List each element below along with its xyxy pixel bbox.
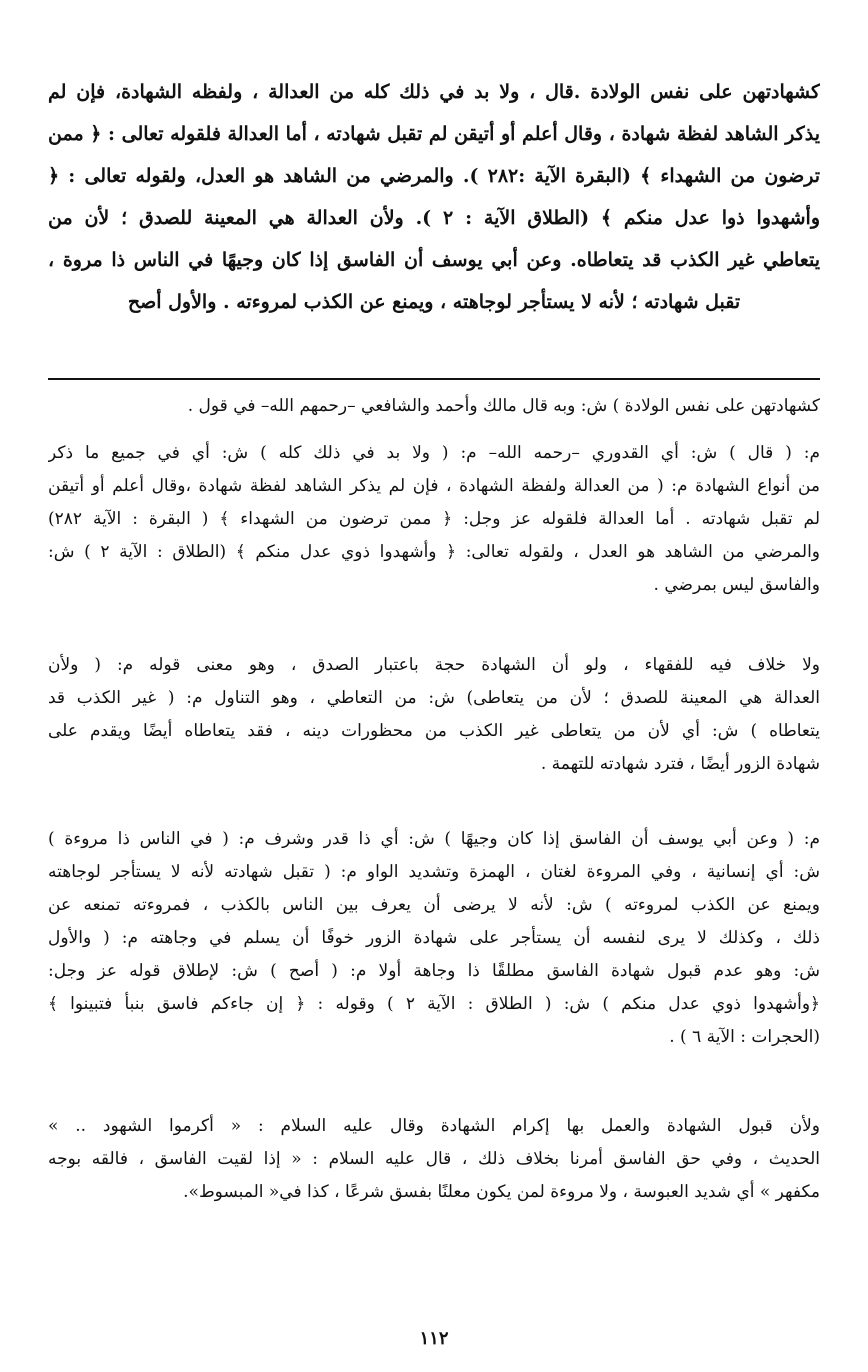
sharh-line: (الحجرات : الآية ٦ ) . [669, 1027, 820, 1047]
sharh-line: ويمنع عن الكذب لمروءته ) ش: لأنه لا يرضى أن يعرف بين الناس بالكذب ، فمروءته تمنعه عن [48, 895, 820, 915]
matn-line: ترضون من الشهداء ﴾ (البقرة الآية :٢٨٢ ). والمرضي من الشاهد هو العدل، ولقوله تعالى : ﴿ [48, 165, 820, 187]
sharh-line: والفاسق ليس بمرضي . [653, 575, 820, 595]
sharh-line: لم تقبل شهادته . أما العدالة فلقوله عز وجل: ﴿ ممن ترضون من الشهداء ﴾ ( البقرة : الآية ٢٨٢) [48, 509, 820, 529]
sharh-line: ﴿وأشهدوا ذوي عدل منكم ) ش: ( الطلاق : الآية ٢ ) وقوله : ﴿ إن جاءكم فاسق بنبأ فتبينوا ﴾ [48, 994, 820, 1014]
sharh-paragraph-3 [48, 649, 820, 781]
sharh-line: ذلك ، وكذلك لا يرى لنفسه أن يستأجر على شهادة الزور خوفًا أن يسلم في وجاهته م: ( والأول [48, 928, 820, 948]
sharh-line: من أنواع الشهادة م: ( من العدالة ولفظة الشهادة ، فإن لم يذكر الشاهد لفظة شهادة ،وقال أعلم أو أتيقن [48, 476, 820, 496]
sharh-paragraph-2 [48, 437, 820, 602]
sharh-line: الحديث ، وفي حق الفاسق أمرنا بخلاف ذلك ، قال عليه السلام : « إذا لقيت الفاسق ، فالقه بوجه [48, 1149, 820, 1169]
matn-block [48, 71, 820, 323]
sharh-paragraph-5 [48, 1110, 820, 1209]
sharh-line: مكفهر » أي شديد العبوسة ، ولا مروءة لمن يكون معلنًا بفسق شرعًا ، كذا في« المبسوط». [183, 1182, 820, 1202]
sharh-line: شهادة الزور أيضًا ، فترد شهادته للتهمة . [540, 754, 820, 774]
sharh-line: كشهادتهن على نفس الولادة ) ش: وبه قال مالك وأحمد والشافعي –رحمهم الله– في قول . [187, 396, 820, 416]
sharh-line: ش: وهو عدم قبول شهادة الفاسق مطلقًا ذا وجاهة أولا م: ( أصح ) ش: لإطلاق قوله عز وجل: [48, 961, 820, 981]
matn-line: كشهادتهن على نفس الولادة .قال ، ولا بد في ذلك كله من العدالة ، ولفظه الشهادة، فإن لم [48, 81, 820, 103]
sharh-line: م: ( قال ) ش: أي القدوري –رحمه الله– م: ( ولا بد في ذلك كله ) ش: أي في جميع ما ذكر [48, 443, 820, 463]
sharh-paragraph-4 [48, 823, 820, 1054]
sharh-line: م: ( وعن أبي يوسف أن الفاسق إذا كان وجيهًا ) ش: أي ذا قدر وشرف م: ( في الناس ذا مروءة ) [48, 829, 820, 849]
sharh-line: ولا خلاف فيه للفقهاء ، ولو أن الشهادة حجة باعتبار الصدق ، وهو معنى قوله م: ( ولأن [48, 655, 820, 675]
sharh-line: ولأن قبول الشهادة والعمل بها إكرام الشهادة وقال عليه السلام : « أكرموا الشهود .. » [48, 1116, 820, 1136]
sharh-line: يتعاطاه ) ش: أي لأن من يتعاطى غير الكذب من محظورات دينه ، فقد يتعاطاه أيضًا ويقدم على [48, 721, 820, 741]
matn-line: وأشهدوا ذوا عدل منكم ﴾ (الطلاق الآية : ٢ ). ولأن العدالة هي المعينة للصدق ؛ لأن من [48, 207, 820, 229]
sharh-line: ش: أي إنسانية ، وفي المروءة لغتان ، الهمزة وتشديد الواو م: ( تقبل شهادته لأنه لا يستأجر لوجاهته [48, 862, 820, 882]
sharh-line: والمرضي من الشاهد هو العدل ، ولقوله تعالى: ﴿ وأشهدوا ذوي عدل منكم ﴾ (الطلاق : الآية ٢ ) ش: [48, 542, 820, 562]
sharh-paragraph-1 [48, 390, 820, 423]
page-number: ١١٢ [419, 1328, 449, 1349]
sharh-line: العدالة هي المعينة للصدق ؛ لأن من يتعاطى) ش: من التعاطي ، وهو التناول م: ( غير الكذب قد [48, 688, 820, 708]
separator-rule [48, 378, 820, 380]
matn-line: يتعاطي غير الكذب قد يتعاطاه. وعن أبي يوسف أن الفاسق إذا كان وجيهًا في الناس ذا مروة ، [48, 249, 820, 271]
matn-line: يذكر الشاهد لفظة شهادة ، وقال أعلم أو أتيقن لم تقبل شهادته ، أما العدالة فلقوله تعالى : ﴿ ممن [48, 123, 820, 145]
matn-line: تقبل شهادته ؛ لأنه لا يستأجر لوجاهته ، ويمنع عن الكذب لمروءته . والأول أصح [127, 291, 741, 313]
